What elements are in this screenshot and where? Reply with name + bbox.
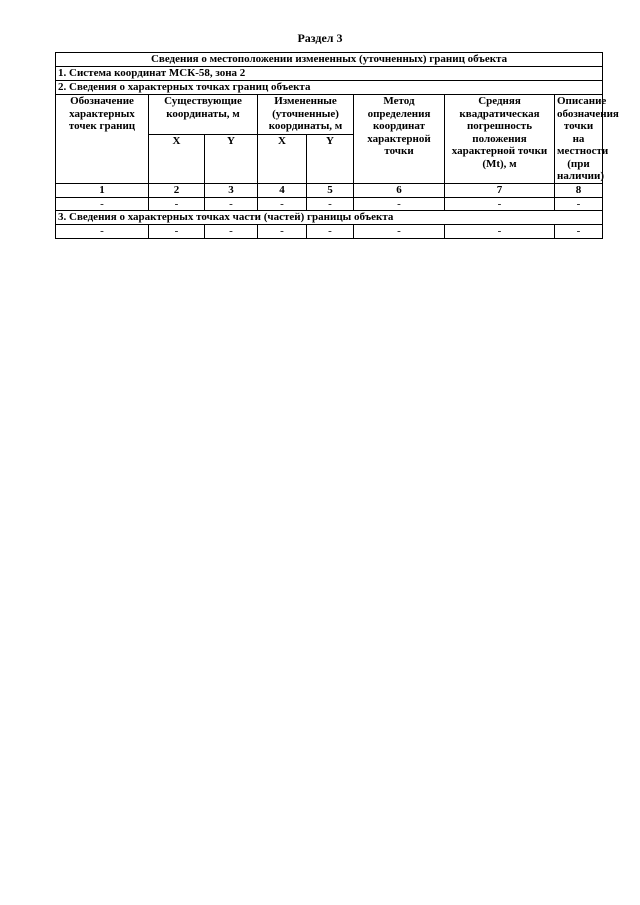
coordinate-system-row: [56, 67, 603, 81]
table-cell: -: [354, 225, 445, 239]
table-cell: -: [205, 197, 258, 211]
table-cell: -: [149, 197, 205, 211]
table-cell: -: [354, 197, 445, 211]
table-cell: -: [445, 197, 555, 211]
table-cell: -: [56, 197, 149, 211]
coordinate-system: 1. Система координат МСК-58, зона 2: [56, 67, 603, 81]
header-changed: Измененные (уточненные) координаты, м: [258, 95, 354, 135]
table-row: [56, 225, 603, 239]
header-designation: Обозначение характерных точек границ: [56, 95, 149, 184]
header-existing-x: X: [149, 134, 205, 183]
table-cell: -: [445, 225, 555, 239]
table-cell: -: [307, 197, 354, 211]
section2-title-row: [56, 81, 603, 95]
header-method: Метод определения координат характерной точки: [354, 95, 445, 184]
column-number: 7: [445, 183, 555, 197]
column-number: 4: [258, 183, 307, 197]
table-title: Сведения о местоположении измененных (уточненных) границ объекта: [56, 53, 603, 67]
page-title: Раздел 3: [297, 31, 343, 45]
column-number: 6: [354, 183, 445, 197]
header-rms-error: Средняя квадратическая погрешность положения характерной точки (Mt), м: [445, 95, 555, 184]
table-cell: -: [258, 197, 307, 211]
table-cell: -: [258, 225, 307, 239]
header-description: Описание обозначения точки на местности (при наличии): [555, 95, 603, 184]
table-cell: -: [56, 225, 149, 239]
section2-title: 2. Сведения о характерных точках границ объекта: [56, 81, 603, 95]
column-number: 1: [56, 183, 149, 197]
table-cell: -: [205, 225, 258, 239]
column-number: 3: [205, 183, 258, 197]
column-number-row: [56, 183, 603, 197]
column-number: 5: [307, 183, 354, 197]
table-cell: -: [555, 197, 603, 211]
boundary-table: [55, 52, 619, 239]
header-existing-y: Y: [205, 134, 258, 183]
column-number: 2: [149, 183, 205, 197]
table-cell: -: [555, 225, 603, 239]
section3-title-row: [56, 211, 603, 225]
header-changed-x: X: [258, 134, 307, 183]
table-row: [56, 197, 603, 211]
header-existing: Существующие координаты, м: [149, 95, 258, 135]
table-cell: -: [149, 225, 205, 239]
table-cell: -: [307, 225, 354, 239]
column-number: 8: [555, 183, 603, 197]
section3-title: 3. Сведения о характерных точках части (частей) границы объекта: [56, 211, 603, 225]
table-title-row: [56, 53, 603, 67]
header-changed-y: Y: [307, 134, 354, 183]
header-row: [56, 95, 603, 135]
